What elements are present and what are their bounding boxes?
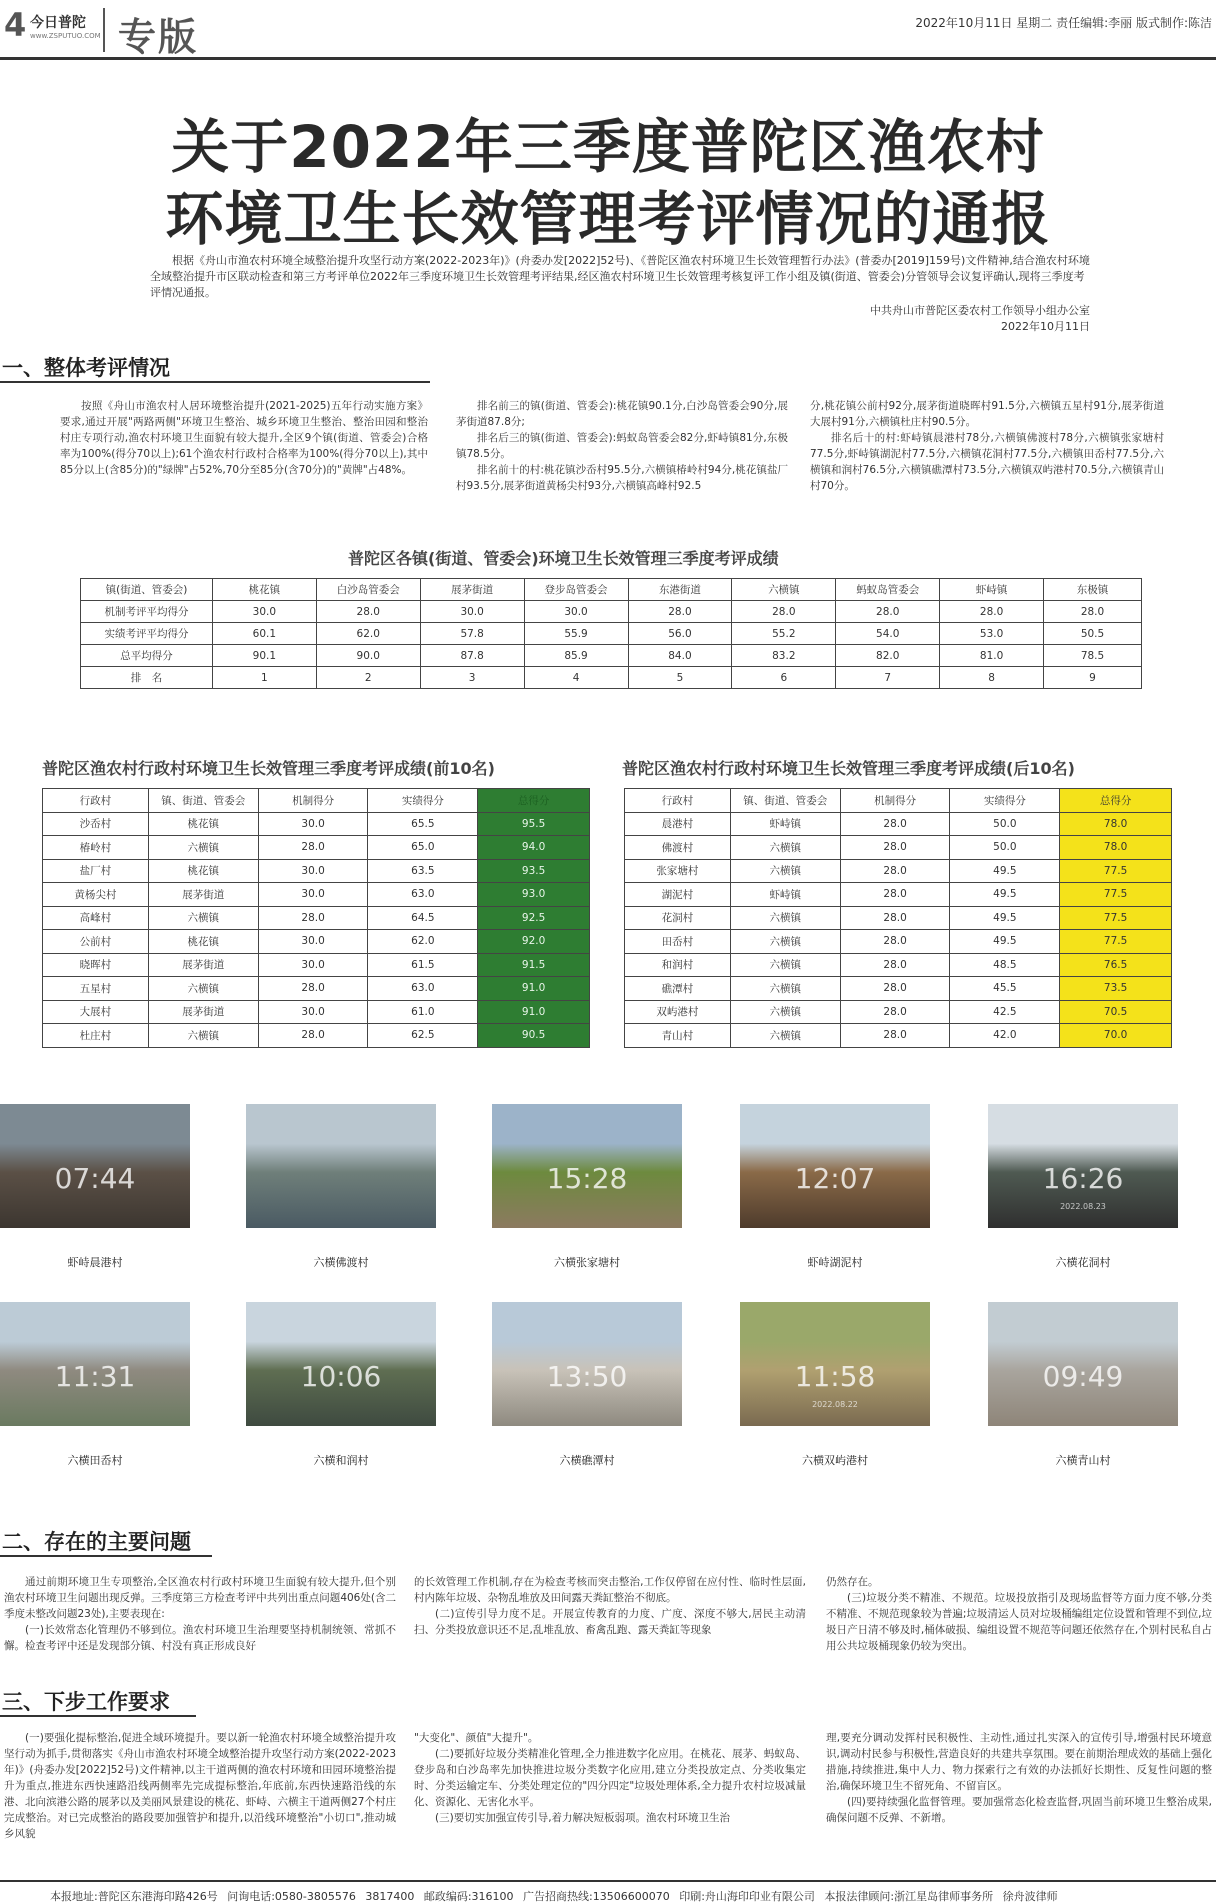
- table-row: [43, 977, 590, 1001]
- table-row: [625, 836, 1172, 860]
- village-photo: [246, 1104, 436, 1228]
- photo-caption: 六横礁潭村: [559, 1454, 615, 1467]
- table-cell: 95.5: [478, 812, 590, 836]
- table-cell: 28.0: [840, 859, 950, 883]
- table-cell: 1: [212, 667, 316, 689]
- table-cell: 青山村: [625, 1024, 731, 1048]
- table-cell: 28.0: [840, 812, 950, 836]
- table-cell: 77.5: [1060, 906, 1172, 930]
- table-row: [625, 906, 1172, 930]
- section3-col1-text: (一)要强化提标整治,促进全域环境提升。要以新一轮渔农村环境全域整治提升攻坚行动为抓手,贯彻落实《舟山市渔农村环境全域整治提升攻坚行动方案(2022-2023年)》(舟委办发[2022]52号)文件精神,以主干道两侧的渔农村环境和田园环境整治提升为重点,推进东西快速路沿线两侧率先完成提标整治,年底前,东西快速路沿线的东港、北向滨港公路的展茅以及美丽风景建设的桃花、虾峙、六横主干道两侧27个村庄完成整治。对已完成整治的路段要加强管护和提升,以沿线环境整治"小切口",推动城乡风貌: [4, 1732, 396, 1840]
- table-row: [43, 836, 590, 860]
- table-row: [43, 1024, 590, 1048]
- table-cell: 大展村: [43, 1000, 149, 1024]
- village-photo: [740, 1104, 930, 1228]
- village-photo: [492, 1104, 682, 1228]
- table-cell: 展茅街道: [148, 1000, 258, 1024]
- table-cell: 佛渡村: [625, 836, 731, 860]
- table-cell: 椿岭村: [43, 836, 149, 860]
- table-cell: 盐厂村: [43, 859, 149, 883]
- table-cell: 30.0: [258, 953, 368, 977]
- table-cell: 50.0: [950, 836, 1060, 860]
- table-row: [43, 883, 590, 907]
- table-cell: 64.5: [368, 906, 478, 930]
- table-cell: 双屿港村: [625, 1000, 731, 1024]
- header-cell: 虾峙镇: [940, 579, 1044, 601]
- table-cell: 28.0: [258, 906, 368, 930]
- photo-timestamp: 10:06: [300, 1360, 382, 1393]
- table-cell: 28.0: [316, 601, 420, 623]
- table-cell: 62.0: [316, 623, 420, 645]
- table-cell: 60.1: [212, 623, 316, 645]
- photo-timestamp: 13:50: [546, 1360, 628, 1393]
- photo-caption: 六横和润村: [313, 1454, 369, 1467]
- table-cell: 82.0: [836, 645, 940, 667]
- photo-timestamp: 11:58: [794, 1360, 876, 1393]
- section2-col2-text: 的长效管理工作机制,存在为检查考核而突击整治,工作仅停留在应付性、临时性层面,村内陈年垃圾、杂物乱堆放及田间露天粪缸整治不彻底。: [414, 1576, 806, 1604]
- table-cell: 28.0: [940, 601, 1044, 623]
- section3-col2-text: "大变化"、颜值"大提升"。: [414, 1732, 539, 1744]
- table-cell: 78.0: [1060, 812, 1172, 836]
- village-photo: [0, 1104, 190, 1228]
- table-cell: 53.0: [940, 623, 1044, 645]
- photo-timestamp: 12:07: [794, 1162, 876, 1195]
- table-row: [81, 667, 1142, 689]
- table-cell: 公前村: [43, 930, 149, 954]
- photo-caption: 六横青山村: [1055, 1454, 1111, 1467]
- table-cell: 55.9: [524, 623, 628, 645]
- table-cell: 56.0: [628, 623, 732, 645]
- table-cell: 六横镇: [730, 977, 840, 1001]
- table-cell: 81.0: [940, 645, 1044, 667]
- table-cell: 8: [940, 667, 1044, 689]
- photo-timestamp: 09:49: [1042, 1360, 1124, 1393]
- table-cell: 28.0: [258, 836, 368, 860]
- table-cell: 94.0: [478, 836, 590, 860]
- table-cell: 49.5: [950, 930, 1060, 954]
- photo-caption: 虾峙湖泥村: [807, 1256, 863, 1269]
- table-cell: 六横镇: [148, 1024, 258, 1048]
- section1-col1: [60, 398, 428, 478]
- section3-col3-text-b: (四)要持续强化监督管理。要加强常态化检查监督,巩固当前环境卫生整治成果,确保问题不反弹、不新增。: [826, 1796, 1212, 1824]
- section-label: 专版: [118, 15, 199, 59]
- section2-col1: [4, 1574, 396, 1654]
- table-cell: 桃花镇: [148, 930, 258, 954]
- village-photo: [988, 1302, 1178, 1426]
- bottom10-table-title: 普陀区渔农村行政村环境卫生长效管理三季度考评成绩(后10名): [622, 759, 1075, 778]
- photo-date-overlay: 2022.08.22: [812, 1400, 858, 1409]
- table-cell: 礁潭村: [625, 977, 731, 1001]
- page-footer: 本报地址:普陀区东港海印路426号 问询电话:0580-3805576 3817400 邮政编码:316100 广告招商热线:13506600070 印刷:舟山海印印业有限公司 本报法律顾问:浙江星岛律师事务所 徐舟波律师: [0, 1880, 1216, 1904]
- table-cell: 晨港村: [625, 812, 731, 836]
- header-cell: 实绩得分: [368, 789, 478, 813]
- table-row: [625, 930, 1172, 954]
- headline-line-1: 关于2022年三季度普陀区渔农村: [171, 113, 1045, 181]
- section2-rule: [0, 1555, 212, 1557]
- table-cell: 30.0: [258, 930, 368, 954]
- table-row: [43, 1000, 590, 1024]
- table-cell: 虾峙镇: [730, 812, 840, 836]
- table-row: [625, 1000, 1172, 1024]
- table-cell: 30.0: [258, 1000, 368, 1024]
- photo-timestamp: 11:31: [54, 1360, 136, 1393]
- table-cell: 30.0: [258, 812, 368, 836]
- table-cell: 45.5: [950, 977, 1060, 1001]
- table-cell: 65.5: [368, 812, 478, 836]
- table-cell: 28.0: [258, 1024, 368, 1048]
- table-header-row: [81, 579, 1142, 601]
- table-cell: 30.0: [258, 883, 368, 907]
- table-cell: 87.8: [420, 645, 524, 667]
- header-cell: 总得分: [1060, 789, 1172, 813]
- table-cell: 70.5: [1060, 1000, 1172, 1024]
- section2-col2: [414, 1574, 806, 1638]
- table-cell: 76.5: [1060, 953, 1172, 977]
- photo-timestamp: 15:28: [546, 1162, 628, 1195]
- photo-caption: 六横双屿港村: [802, 1454, 868, 1467]
- table-cell: 90.0: [316, 645, 420, 667]
- header-cell: 蚂蚁岛管委会: [836, 579, 940, 601]
- table-cell: 49.5: [950, 859, 1060, 883]
- table-cell: 28.0: [258, 977, 368, 1001]
- intro-paragraph: 根据《舟山市渔农村环境全域整治提升攻坚行动方案(2022-2023年)》(舟委办发[2022]52号)、《普陀区渔农村环境卫生长效管理暂行办法》(普委办[2019]159号)文件精神,结合渔农村环境全域整治提升市区联动检查和第三方考评单位2022年三季度环境卫生长效管理考评结果,经区渔农村环境卫生长效管理考核复评工作小组及镇(街道、管委会)分管领导会议复评确认,现将三季度考评情况通报。: [150, 254, 1090, 299]
- table-cell: 展茅街道: [148, 953, 258, 977]
- table-row: [81, 601, 1142, 623]
- table-cell: 65.0: [368, 836, 478, 860]
- section1-col3-text-b: 排名后十的村:虾峙镇晨港村78分,六横镇佛渡村78分,六横镇张家塘村77.5分,虾峙镇湖泥村77.5分,六横镇花洞村77.5分,六横镇田岙村77.5分,六横镇和润村76.5分,六横镇礁潭村73.5分,六横镇双屿港村70.5分,六横镇青山村70分。: [810, 432, 1164, 492]
- section1-col3-text-a: 分,桃花镇公前村92分,展茅街道晓晖村91.5分,六横镇五星村91分,展茅街道大展村91分,六横镇杜庄村90.5分。: [810, 400, 1164, 428]
- table-cell: 50.0: [950, 812, 1060, 836]
- table-row: [625, 859, 1172, 883]
- table-row: [43, 906, 590, 930]
- section2-col2-text-b: (二)宣传引导力度不足。开展宣传教育的力度、广度、深度不够大,居民主动清扫、分类投放意识还不足,乱堆乱放、畜禽乱跑、露天粪缸等现象: [414, 1608, 806, 1636]
- section3-col2: [414, 1730, 806, 1826]
- photo-caption: 六横花洞村: [1055, 1256, 1111, 1269]
- table-cell: 黄杨尖村: [43, 883, 149, 907]
- table-cell: 五星村: [43, 977, 149, 1001]
- table-cell: 42.0: [950, 1024, 1060, 1048]
- table-row: [625, 953, 1172, 977]
- section1-col2-text-b: 排名后三的镇(街道、管委会):蚂蚁岛管委会82分,虾峙镇81分,东极镇78.5分。: [456, 432, 788, 460]
- issue-meta: 2022年10月11日 星期二 责任编辑:李丽 版式制作:陈洁: [915, 16, 1212, 30]
- table-cell: 28.0: [840, 836, 950, 860]
- headline-line-2: 环境卫生长效管理考评情况的通报: [165, 185, 1051, 253]
- table-cell: 总平均得分: [81, 645, 213, 667]
- table-cell: 六横镇: [148, 836, 258, 860]
- masthead-divider: [103, 8, 105, 52]
- masthead: [0, 0, 1216, 60]
- table-cell: 9: [1044, 667, 1142, 689]
- table-cell: 28.0: [840, 883, 950, 907]
- table-cell: 77.5: [1060, 930, 1172, 954]
- table-cell: 49.5: [950, 883, 1060, 907]
- table-cell: 六横镇: [730, 906, 840, 930]
- section2-col1-text: 通过前期环境卫生专项整治,全区渔农村行政村环境卫生面貌有较大提升,但个别渔农村环境卫生问题出现反弹。三季度第三方检查考评中共列出重点问题406处(含二季度未整改问题23处),主要表现在:: [4, 1576, 396, 1620]
- table-cell: 92.0: [478, 930, 590, 954]
- table-row: [81, 645, 1142, 667]
- newspaper-logo: 今日普陀: [30, 15, 86, 31]
- table-cell: 63.5: [368, 859, 478, 883]
- table-cell: 28.0: [840, 977, 950, 1001]
- table-cell: 3: [420, 667, 524, 689]
- table-cell: 28.0: [840, 930, 950, 954]
- header-cell: 机制得分: [840, 789, 950, 813]
- table-cell: 六横镇: [730, 953, 840, 977]
- table-cell: 六横镇: [148, 906, 258, 930]
- section2-col1-text-b: (一)长效常态化管理仍不够到位。渔农村环境卫生治理要坚持机制统领、常抓不懈。检查考评中还是发现部分镇、村没有真正形成良好: [4, 1624, 396, 1652]
- page-number: 4: [4, 6, 27, 44]
- table-cell: 84.0: [628, 645, 732, 667]
- header-cell: 镇(街道、管委会): [81, 579, 213, 601]
- table-cell: 花洞村: [625, 906, 731, 930]
- table-cell: 92.5: [478, 906, 590, 930]
- table-cell: 91.0: [478, 1000, 590, 1024]
- header-cell: 展茅街道: [420, 579, 524, 601]
- section1-col2-text-c: 排名前十的村:桃花镇沙岙村95.5分,六横镇椿岭村94分,桃花镇盐厂村93.5分,展茅街道黄杨尖村93分,六横镇高峰村92.5: [456, 464, 788, 492]
- village-photo: [492, 1302, 682, 1426]
- table-cell: 和润村: [625, 953, 731, 977]
- section1-col2-text-a: 排名前三的镇(街道、管委会):桃花镇90.1分,白沙岛管委会90分,展茅街道87.8分;: [456, 400, 788, 428]
- table-cell: 实绩考评平均得分: [81, 623, 213, 645]
- table-cell: 50.5: [1044, 623, 1142, 645]
- section3-col3-text: 理,要充分调动发挥村民积极性、主动性,通过扎实深入的宣传引导,增强村民环境意识,调动村民参与积极性,营造良好的共建共享氛围。要在前期治理成效的基础上强化措施,持续推进,集中人力、物力探索行之有效的办法抓好长期性、反复性问题的整治,确保环境卫生不留死角、不留盲区。: [826, 1732, 1212, 1792]
- section2-col3-text: 仍然存在。: [826, 1576, 879, 1588]
- table-cell: 62.0: [368, 930, 478, 954]
- table-cell: 4: [524, 667, 628, 689]
- table-cell: 高峰村: [43, 906, 149, 930]
- table-cell: 桃花镇: [148, 812, 258, 836]
- header-cell: 东极镇: [1044, 579, 1142, 601]
- logo-url: www.ZSPUTUO.COM: [30, 32, 101, 40]
- table-row: [625, 812, 1172, 836]
- table-cell: 49.5: [950, 906, 1060, 930]
- table-cell: 30.0: [212, 601, 316, 623]
- section1-col1-text: 按照《舟山市渔农村人居环境整治提升(2021-2025)五年行动实施方案》要求,通过开展"两路两侧"环境卫生整治、城乡环境卫生整治、整治田园和整治村庄专项行动,渔农村环境卫生面貌有较大提升,全区9个镇(街道、管委会)合格率为100%(得分70以上);61个渔农村行政村合格率为100%(得分70以上),其中85分以上(含85分)的"绿牌"占52%,70分至85分(含70分)的"黄牌"占48%。: [60, 400, 428, 476]
- table-cell: 30.0: [524, 601, 628, 623]
- signer-date: 2022年10月11日: [1001, 320, 1090, 333]
- table-cell: 91.5: [478, 953, 590, 977]
- table-cell: 杜庄村: [43, 1024, 149, 1048]
- header-cell: 机制得分: [258, 789, 368, 813]
- table-cell: 90.1: [212, 645, 316, 667]
- section3-rule: [0, 1715, 196, 1717]
- table-cell: 54.0: [836, 623, 940, 645]
- photo-caption: 六横佛渡村: [313, 1256, 369, 1269]
- table-cell: 田岙村: [625, 930, 731, 954]
- section2-col3: [826, 1574, 1212, 1654]
- table-row: [81, 623, 1142, 645]
- town-table-title: 普陀区各镇(街道、管委会)环境卫生长效管理三季度考评成绩: [348, 549, 779, 568]
- table-cell: 机制考评平均得分: [81, 601, 213, 623]
- table-row: [625, 1024, 1172, 1048]
- photo-caption: 六横张家塘村: [554, 1256, 620, 1269]
- table-cell: 77.5: [1060, 859, 1172, 883]
- table-cell: 6: [732, 667, 836, 689]
- section1-heading: 一、整体考评情况: [2, 356, 170, 380]
- table-cell: 63.0: [368, 883, 478, 907]
- signer-org: 中共舟山市普陀区委农村工作领导小组办公室: [870, 304, 1090, 317]
- table-cell: 70.0: [1060, 1024, 1172, 1048]
- header-cell: 镇、街道、管委会: [148, 789, 258, 813]
- table-cell: 28.0: [732, 601, 836, 623]
- village-photo: [988, 1104, 1178, 1228]
- photo-caption: 六横田岙村: [67, 1454, 123, 1467]
- table-cell: 排 名: [81, 667, 213, 689]
- photo-timestamp: 07:44: [54, 1162, 136, 1195]
- village-photo: [246, 1302, 436, 1426]
- table-cell: 桃花镇: [148, 859, 258, 883]
- table-cell: 六横镇: [730, 1024, 840, 1048]
- town-score-table: [80, 578, 1142, 689]
- table-cell: 展茅街道: [148, 883, 258, 907]
- table-row: [43, 859, 590, 883]
- table-cell: 六横镇: [730, 1000, 840, 1024]
- table-cell: 28.0: [840, 906, 950, 930]
- table-cell: 六横镇: [148, 977, 258, 1001]
- table-header-row: [43, 789, 590, 813]
- village-photo: [0, 1302, 190, 1426]
- section1-col3: [810, 398, 1164, 494]
- table-header-row: [625, 789, 1172, 813]
- table-cell: 28.0: [1044, 601, 1142, 623]
- table-row: [43, 812, 590, 836]
- section1-col2: [456, 398, 788, 494]
- table-cell: 六横镇: [730, 836, 840, 860]
- village-photo: [740, 1302, 930, 1426]
- header-cell: 东港街道: [628, 579, 732, 601]
- table-cell: 63.0: [368, 977, 478, 1001]
- table-cell: 61.0: [368, 1000, 478, 1024]
- table-cell: 83.2: [732, 645, 836, 667]
- section3-col2-text-c: (三)要切实加强宣传引导,着力解决短板弱项。渔农村环境卫生治: [435, 1812, 731, 1824]
- header-cell: 总得分: [478, 789, 590, 813]
- section3-col1: [4, 1730, 396, 1842]
- table-cell: 77.5: [1060, 883, 1172, 907]
- photo-date-overlay: 2022.08.23: [1060, 1202, 1106, 1211]
- table-cell: 30.0: [258, 859, 368, 883]
- header-cell: 桃花镇: [212, 579, 316, 601]
- table-cell: 42.5: [950, 1000, 1060, 1024]
- table-cell: 沙岙村: [43, 812, 149, 836]
- section3-col2-text-b: (二)要抓好垃圾分类精准化管理,全力推进数字化应用。在桃花、展茅、蚂蚁岛、登步岛和白沙岛率先加快推进垃圾分类数字化应用,建立分类投放定点、分类收集定时、分类运输定车、分类处理定位的"四分四定"垃圾处理体系,全力提升农村垃圾减量化、资源化、无害化水平。: [414, 1748, 806, 1808]
- header-cell: 实绩得分: [950, 789, 1060, 813]
- table-cell: 28.0: [628, 601, 732, 623]
- table-cell: 28.0: [840, 953, 950, 977]
- table-cell: 晓晖村: [43, 953, 149, 977]
- table-cell: 57.8: [420, 623, 524, 645]
- header-cell: 白沙岛管委会: [316, 579, 420, 601]
- section2-col3-text-b: (三)垃圾分类不精准、不规范。垃圾投放指引及现场监督等方面力度不够,分类不精准、不规范现象较为普遍;垃圾清运人员对垃圾桶编组定位设置和管理不到位,垃圾日产日清不够及时,桶体破损、编组设置不规范等问题还依然存在,个别村民私自占用公共垃圾桶现象仍较为突出。: [826, 1592, 1212, 1652]
- table-cell: 7: [836, 667, 940, 689]
- table-cell: 虾峙镇: [730, 883, 840, 907]
- table-cell: 48.5: [950, 953, 1060, 977]
- table-cell: 28.0: [840, 1024, 950, 1048]
- table-cell: 62.5: [368, 1024, 478, 1048]
- table-row: [43, 930, 590, 954]
- table-cell: 91.0: [478, 977, 590, 1001]
- table-cell: 5: [628, 667, 732, 689]
- section2-heading: 二、存在的主要问题: [2, 1530, 191, 1554]
- header-cell: 镇、街道、管委会: [730, 789, 840, 813]
- photo-timestamp: 16:26: [1042, 1162, 1124, 1195]
- table-cell: 78.5: [1044, 645, 1142, 667]
- section3-heading: 三、下步工作要求: [2, 1690, 170, 1714]
- table-cell: 张家塘村: [625, 859, 731, 883]
- table-cell: 28.0: [836, 601, 940, 623]
- bottom10-score-table: [624, 788, 1172, 1048]
- table-cell: 61.5: [368, 953, 478, 977]
- photo-caption: 虾峙晨港村: [67, 1256, 123, 1269]
- top10-score-table: [42, 788, 590, 1048]
- table-cell: 湖泥村: [625, 883, 731, 907]
- table-row: [625, 883, 1172, 907]
- table-cell: 93.0: [478, 883, 590, 907]
- table-cell: 六横镇: [730, 930, 840, 954]
- table-cell: 73.5: [1060, 977, 1172, 1001]
- table-row: [625, 977, 1172, 1001]
- header-cell: 六横镇: [732, 579, 836, 601]
- table-cell: 85.9: [524, 645, 628, 667]
- table-cell: 六横镇: [730, 859, 840, 883]
- table-cell: 93.5: [478, 859, 590, 883]
- header-cell: 行政村: [625, 789, 731, 813]
- table-cell: 55.2: [732, 623, 836, 645]
- header-cell: 行政村: [43, 789, 149, 813]
- table-cell: 90.5: [478, 1024, 590, 1048]
- table-cell: 2: [316, 667, 420, 689]
- section3-col3: [826, 1730, 1212, 1826]
- top10-table-title: 普陀区渔农村行政村环境卫生长效管理三季度考评成绩(前10名): [42, 759, 495, 778]
- table-cell: 78.0: [1060, 836, 1172, 860]
- header-cell: 登步岛管委会: [524, 579, 628, 601]
- section1-rule: [0, 381, 430, 383]
- table-cell: 28.0: [840, 1000, 950, 1024]
- table-row: [43, 953, 590, 977]
- table-cell: 30.0: [420, 601, 524, 623]
